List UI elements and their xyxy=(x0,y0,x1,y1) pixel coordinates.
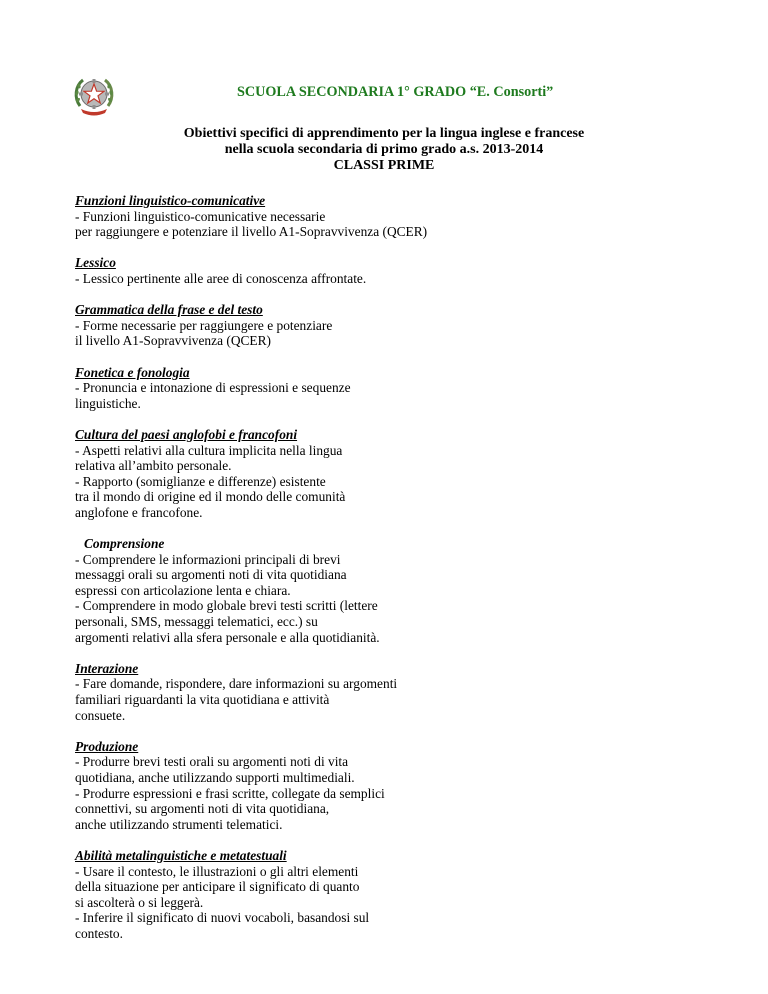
section-title: Abilità metalinguistiche e metatestuali xyxy=(75,847,287,863)
section-text-line: - Produrre brevi testi orali su argomenti noti di vita xyxy=(75,754,349,770)
school-name: SCUOLA SECONDARIA 1° GRADO “E. Consorti” xyxy=(237,84,554,100)
section-title: Interazione xyxy=(75,660,139,676)
section-text-line: - Pronuncia e intonazione di espressioni e sequenze xyxy=(75,380,351,396)
objective-section xyxy=(75,661,695,723)
section-title: Comprensione xyxy=(84,536,165,552)
heading-line-3: CLASSI PRIME xyxy=(333,158,435,173)
objective-section xyxy=(75,255,695,286)
section-text-line: linguistiche. xyxy=(75,395,141,411)
section-text-line: - Aspetti relativi alla cultura implicita nella lingua xyxy=(75,442,343,458)
section-text-line: - Usare il contesto, le illustrazioni o gli altri elementi xyxy=(75,863,359,879)
section-title: Grammatica della frase e del testo xyxy=(75,302,263,318)
section-title: Produzione xyxy=(75,738,139,754)
section-text-line: anche utilizzando strumenti telematici. xyxy=(75,816,283,832)
section-text-line: consuete. xyxy=(75,707,126,723)
objective-section xyxy=(75,536,695,645)
section-text-line: connettivi, su argomenti noti di vita quotidiana, xyxy=(75,801,330,817)
section-text-line: relativa all’ambito personale. xyxy=(75,458,232,474)
section-text-line: familiari riguardanti la vita quotidiana e attività xyxy=(75,692,330,707)
section-text-line: - Lessico pertinente alle aree di conoscenza affrontate. xyxy=(75,270,367,286)
section-text-line: messaggi orali su argomenti noti di vita quotidiana xyxy=(75,567,347,583)
section-title: Lessico xyxy=(75,255,116,271)
section-text-line: - Fare domande, rispondere, dare informazioni su argomenti xyxy=(75,676,398,692)
section-text-line: - Comprendere le informazioni principali di brevi xyxy=(75,551,341,567)
section-text-line: - Comprendere in modo globale brevi testi scritti (lettere xyxy=(75,598,378,614)
document-heading xyxy=(0,126,768,174)
section-text-line: contesto. xyxy=(75,925,123,941)
objective-section xyxy=(75,302,695,349)
heading-line-1: Obiettivi specifici di apprendimento per la lingua inglese e francese xyxy=(183,126,585,141)
section-text-line: anglofone e francofone. xyxy=(75,504,203,520)
section-text-line: tra il mondo di origine ed il mondo delle comunità xyxy=(75,489,346,505)
section-text-line: si ascolterà o si leggerà. xyxy=(75,894,204,910)
section-text-line: espressi con articolazione lenta e chiara. xyxy=(75,582,291,598)
objective-section xyxy=(75,427,695,521)
objectives-content xyxy=(75,193,695,957)
section-text-line: - Forme necessarie per raggiungere e potenziare xyxy=(75,317,333,333)
section-text-line: della situazione per anticipare il significato di quanto xyxy=(75,879,360,895)
section-title: Fonetica e fonologia xyxy=(75,364,190,380)
section-text-line: - Rapporto (somiglianze e differenze) esistente xyxy=(75,473,326,489)
section-text-line: per raggiungere e potenziare il livello A1-Sopravvivenza (QCER) xyxy=(75,224,428,240)
section-text-line: il livello A1-Sopravvivenza (QCER) xyxy=(75,333,271,349)
section-text-line: quotidiana, anche utilizzando supporti multimediali. xyxy=(75,769,355,785)
objective-section xyxy=(75,848,695,942)
section-text-line: argomenti relativi alla sfera personale e alla quotidianità. xyxy=(75,629,380,645)
objective-section xyxy=(75,193,695,240)
heading-line-2: nella scuola secondaria di primo grado a.s. 2013-2014 xyxy=(224,142,544,157)
section-title: Funzioni linguistico-comunicative xyxy=(75,193,266,208)
section-text-line: - Produrre espressioni e frasi scritte, collegate da semplici xyxy=(75,785,385,801)
objective-section xyxy=(75,739,695,833)
objective-section xyxy=(75,365,695,412)
section-title: Cultura del paesi anglofobi e francofoni xyxy=(75,426,298,442)
section-text-line: - Funzioni linguistico-comunicative necessarie xyxy=(75,208,326,224)
section-text-line: - Inferire il significato di nuovi vocaboli, basandosi sul xyxy=(75,910,370,926)
italian-republic-emblem-icon xyxy=(71,72,117,118)
section-text-line: personali, SMS, messaggi telematici, ecc.) su xyxy=(75,614,318,630)
